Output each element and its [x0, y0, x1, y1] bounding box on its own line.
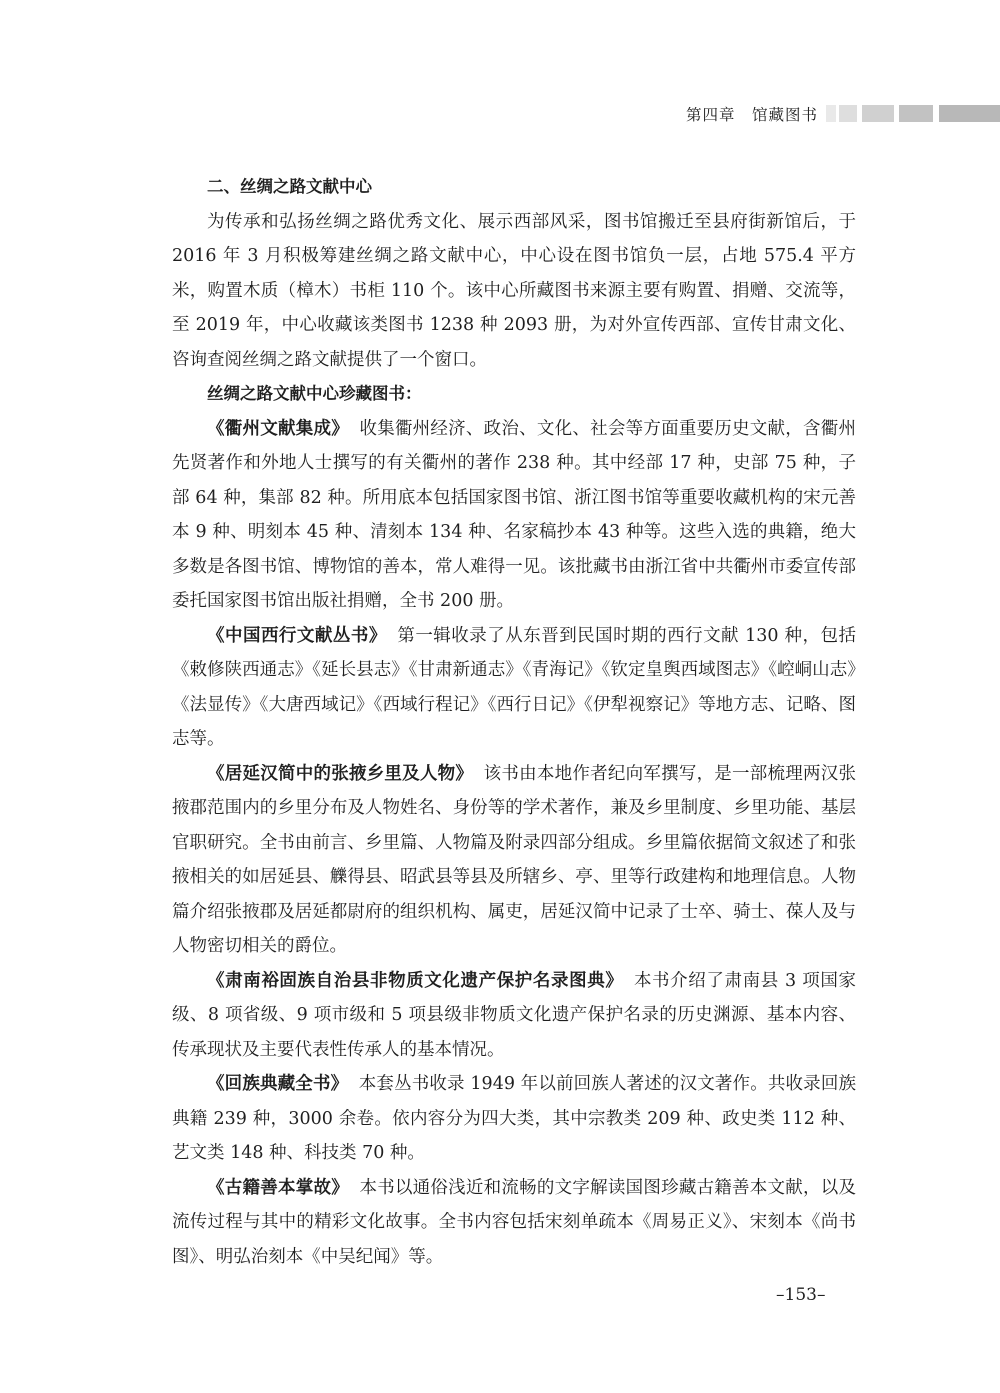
page-number: –153–: [776, 1285, 826, 1305]
book-title: 《肃南裕固族自治县非物质文化遗产保护名录图典》: [207, 970, 624, 991]
book-description: 该书由本地作者纪向军撰写，是一部梳理两汉张掖郡范围内的乡里分布及人物姓名、身份等的学术著作，兼及乡里制度、乡里功能、基层官职研究。全书由前言、乡里篇、人物篇及附录四部分组成。乡里篇依据简文叙述了和张掖相关的如居延县、觻得县、昭武县等县及所辖乡、亭、里等行政建构和地理信息。人物篇介绍张掖郡及居延都尉府的组织机构、属吏，居延汉简中记录了士卒、骑士、葆人及与人物密切相关的爵位。: [172, 763, 857, 956]
book-description: 本书介绍了肃南县 3 项国家级、8 项省级、9 项市级和 5 项县级非物质文化遗产保护名录的历史渊源、基本内容、传承现状及主要代表性传承人的基本情况。: [172, 970, 856, 1060]
header-decor-bar: [826, 105, 836, 122]
book-description: 收集衢州经济、政治、文化、社会等方面重要历史文献，含衢州先贤著作和外地人士撰写的有关衢州的著作 238 种。其中经部 17 种，史部 75 种，子部 64 种，集部 82 种。所用底本包括国家图书馆、浙江图书馆等重要收藏机构的宋元善本 9 种、明刻本 45 种、清刻本 134 种、名家稿抄本 43 种等。这些入选的典籍，绝大多数是各图书馆、博物馆的善本，常人难得一见。该批藏书由浙江省中共衢州市委宣传部委托国家图书馆出版社捐赠，全书 200 册。: [172, 418, 857, 611]
book-entry: [172, 964, 856, 1068]
chapter-title: 第四章 馆藏图书: [686, 106, 819, 124]
running-header: [0, 100, 1000, 130]
book-title: 《回族典藏全书》: [207, 1074, 349, 1094]
section-heading: 二、丝绸之路文献中心: [207, 177, 372, 196]
page-body: [172, 170, 856, 1274]
book-description: 本套丛书收录 1949 年以前回族人著述的汉文著作。共收录回族典籍 239 种，3000 余卷。依内容分为四大类，其中宗教类 209 种、政史类 112 种、艺文类 148 种、科技类 70 种。: [172, 1074, 856, 1163]
book-description: 本书以通俗浅近和流畅的文字解读国图珍藏古籍善本文献，以及流传过程与其中的精彩文化故事。全书内容包括宋刻单疏本《周易正义》、宋刻本《尚书图》、明弘治刻本《中吴纪闻》等。: [172, 1177, 857, 1267]
header-decor-bar: [862, 105, 894, 122]
header-decor-bar: [899, 105, 933, 122]
book-title: 《中国西行文献丛书》: [207, 625, 387, 646]
book-entry: [172, 757, 856, 964]
book-entry: [172, 1067, 856, 1171]
header-decor-bar: [939, 105, 1000, 122]
book-description: 第一辑收录了从东晋到民国时期的西行文献 130 种，包括《敕修陕西通志》《延长县志》《甘肃新通志》《青海记》《钦定皇舆西域图志》《崆峒山志》《法显传》《大唐西域记》《西域行程记》《西行日记》《伊犁视察记》等地方志、记略、图志等。: [172, 625, 856, 749]
book-title: 《居延汉简中的张掖乡里及人物》: [207, 763, 474, 784]
book-title: 《古籍善本掌故》: [207, 1177, 349, 1198]
book-title: 《衢州文献集成》: [207, 418, 349, 439]
book-entry: [172, 1171, 856, 1275]
header-decor-bar: [839, 105, 857, 122]
book-entry: [172, 619, 856, 757]
collection-subheading: 丝绸之路文献中心珍藏图书：: [207, 384, 422, 403]
intro-paragraph: 为传承和弘扬丝绸之路优秀文化、展示西部风采，图书馆搬迁至县府街新馆后，于 2016 年 3 月积极筹建丝绸之路文献中心，中心设在图书馆负一层，占地 575.4 平方米，购置木质（樟木）书柜 110 个。该中心所藏图书来源主要有购置、捐赠、交流等，至 2019 年，中心收藏该类图书 1238 种 2093 册，为对外宣传西部、宣传甘肃文化、咨询查阅丝绸之路文献提供了一个窗口。: [172, 211, 856, 370]
book-entry: [172, 412, 856, 619]
